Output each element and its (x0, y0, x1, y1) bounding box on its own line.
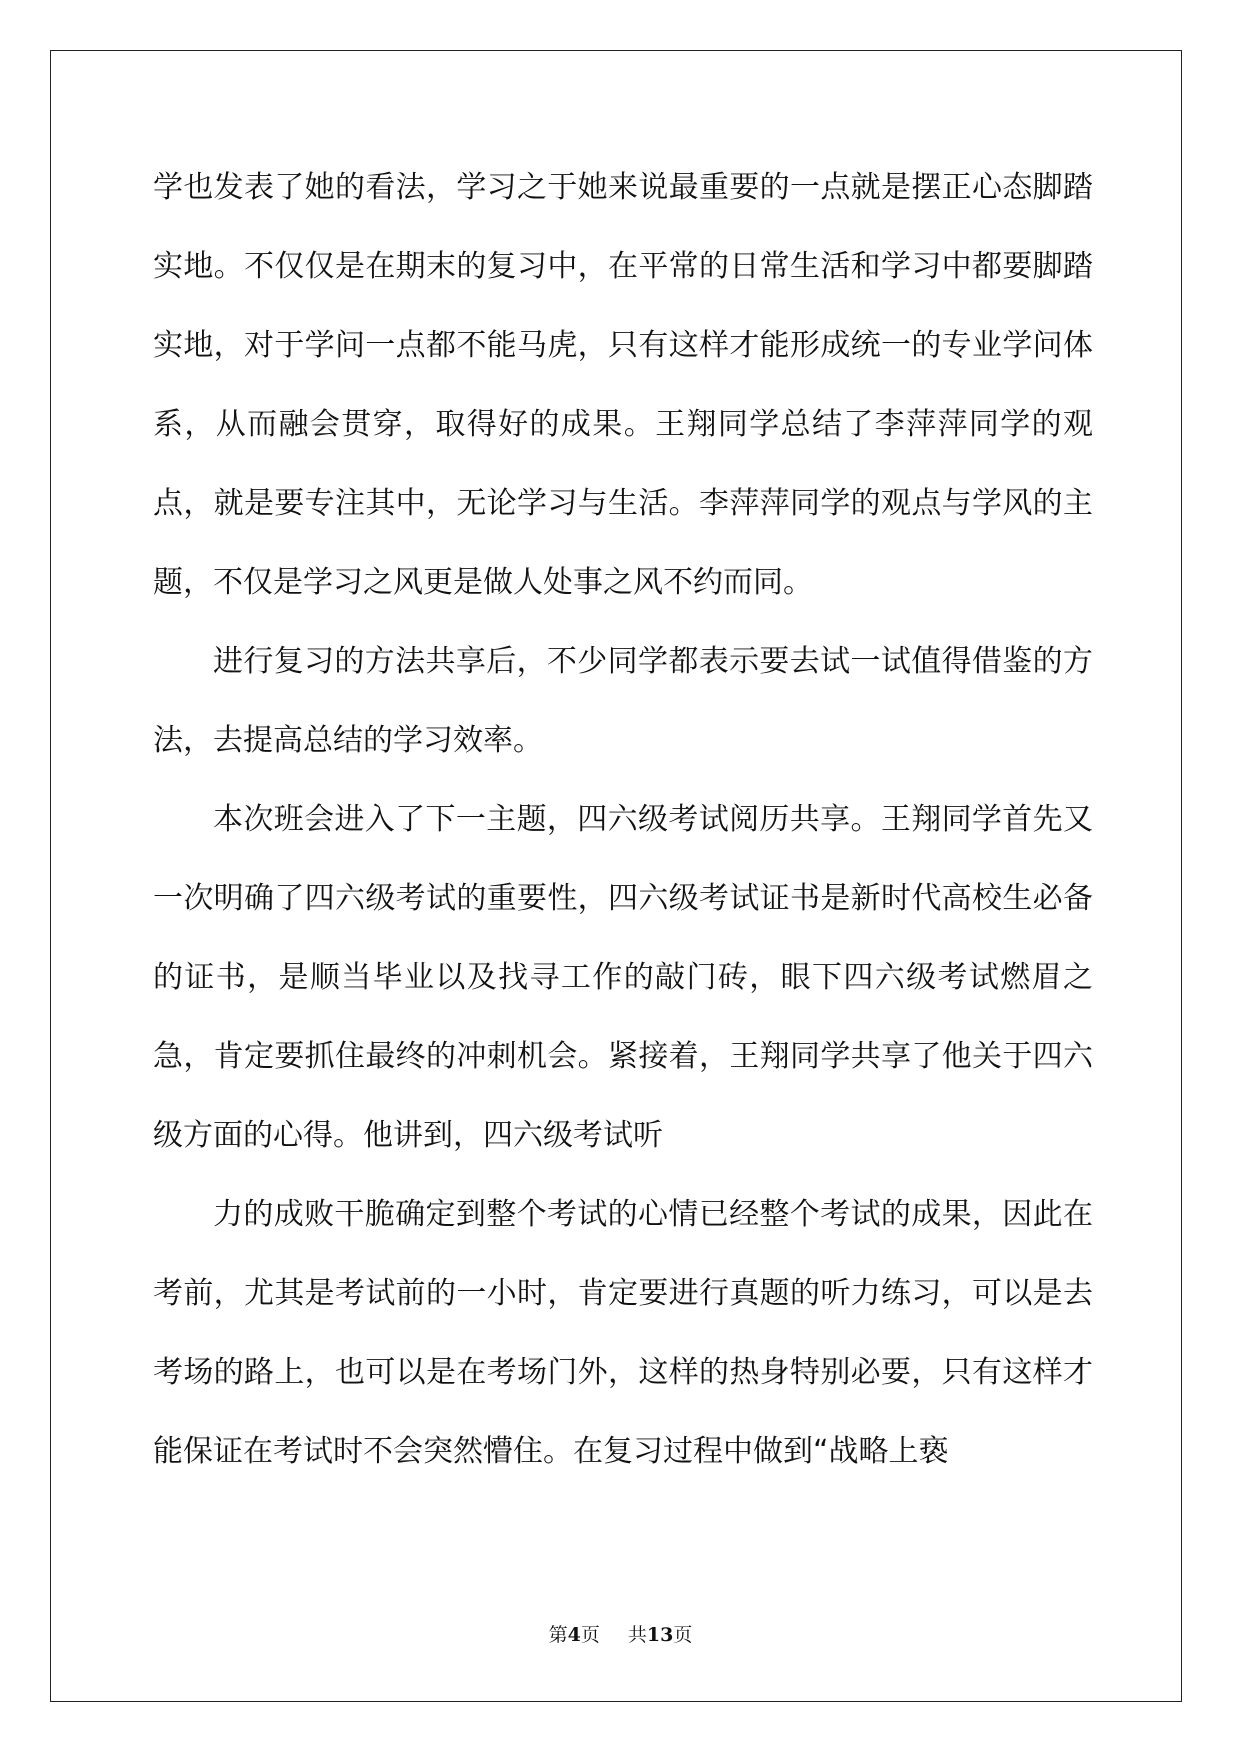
page-number-label (549, 1624, 600, 1646)
paragraph-1: 学也发表了她的看法，学习之于她来说最重要的一点就是摆正心态脚踏实地。不仅仅是在期末的复习中，在平常的日常生活和学习中都要脚踏实地，对于学问一点都不能马虎，只有这样才能形成统一的专业学问体系，从而融会贯穿，取得好的成果。王翔同学总结了李萍萍同学的观点，就是要专注其中，无论学习与生活。李萍萍同学的观点与学风的主题，不仅是学习之风更是做人处事之风不约而同。 (153, 170, 1093, 600)
page-suffix: 页 (580, 1624, 600, 1646)
paragraph-3: 本次班会进入了下一主题，四六级考试阅历共享。王翔同学首先又一次明确了四六级考试的重要性，四六级考试证书是新时代高校生必备的证书，是顺当毕业以及找寻工作的敲门砖，眼下四六级考试燃眉之急，肯定要抓住最终的冲刺机会。紧接着，王翔同学共享了他关于四六级方面的心得。他讲到，四六级考试听 (153, 802, 1093, 1153)
total-pages-label (628, 1624, 692, 1646)
page-prefix: 第 (548, 1624, 568, 1646)
total-suffix: 页 (673, 1624, 693, 1646)
page-footer (0, 1620, 1241, 1647)
document-body (153, 148, 1093, 1491)
total-prefix: 共 (627, 1624, 647, 1646)
total-pages: 13 (646, 1624, 674, 1646)
page-number: 4 (567, 1624, 581, 1646)
paragraph-2: 进行复习的方法共享后，不少同学都表示要去试一试值得借鉴的方法，去提高总结的学习效率。 (153, 644, 1093, 758)
paragraph-4: 力的成败干脆确定到整个考试的心情已经整个考试的成果，因此在考前，尤其是考试前的一小时，肯定要进行真题的听力练习，可以是去考场的路上，也可以是在考场门外，这样的热身特别必要，只有这样才能保证在考试时不会突然懵住。在复习过程中做到“战略上亵 (153, 1197, 1093, 1469)
